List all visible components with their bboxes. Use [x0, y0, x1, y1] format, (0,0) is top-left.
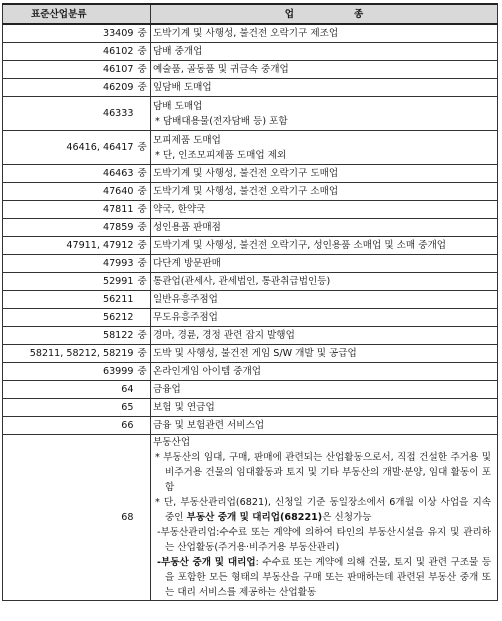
industry-description — [151, 291, 498, 309]
medium-class-mark: 중 — [137, 219, 151, 237]
industry-column-header — [151, 4, 498, 24]
industry-description — [151, 24, 498, 43]
industry-table — [2, 3, 498, 601]
medium-class-mark: 중 — [137, 43, 151, 61]
medium-class-mark: 중 — [137, 165, 151, 183]
industry-header-a: 업 — [284, 8, 295, 20]
industry-code: 46107 — [3, 61, 137, 79]
code-column-header: 표준산업분류 — [3, 4, 151, 24]
table-row — [3, 183, 498, 201]
industry-code: 47811 — [3, 201, 137, 219]
note-bold-text: 부동산 중개 및 대리업(68221) — [186, 512, 323, 523]
table-row — [3, 165, 498, 183]
industry-name: 도박기계 및 사행성, 불건전 오락기구 도매업 — [153, 168, 339, 179]
industry-code: 46416, 46417 — [3, 131, 137, 165]
industry-description — [151, 61, 498, 79]
industry-note — [153, 555, 497, 600]
industry-code: 64 — [3, 381, 137, 399]
industry-description — [151, 131, 498, 165]
table-row — [3, 131, 498, 165]
industry-code: 66 — [3, 417, 137, 435]
medium-class-mark: 중 — [137, 183, 151, 201]
industry-description — [151, 43, 498, 61]
table-row — [3, 24, 498, 43]
table-row — [3, 201, 498, 219]
table-row — [3, 79, 498, 97]
table-row — [3, 399, 498, 417]
table-body — [3, 24, 498, 601]
industry-description — [151, 399, 498, 417]
industry-name: 성인용품 판매점 — [153, 222, 221, 233]
industry-note: * 담배대용물(전자담배 등) 포함 — [155, 115, 288, 127]
medium-class-mark — [137, 381, 151, 399]
industry-note — [153, 495, 497, 525]
industry-description — [151, 183, 498, 201]
industry-code: 56212 — [3, 309, 137, 327]
industry-name: 잎담배 도매업 — [153, 82, 212, 93]
medium-class-mark — [137, 291, 151, 309]
industry-name: 일반유흥주점업 — [153, 294, 218, 305]
industry-code: 46333 — [3, 97, 137, 131]
medium-class-mark: 중 — [137, 255, 151, 273]
medium-class-mark — [137, 309, 151, 327]
medium-class-mark: 중 — [137, 131, 151, 165]
industry-header-b: 종 — [354, 8, 364, 20]
industry-name: 모피제품 도매업 — [153, 134, 221, 146]
note-text: * 단, 부동산관리업(6821), 신청일 기준 동일장소에서 6개월 이상 사업을 지속 중인 — [155, 497, 492, 523]
industry-code: 47911, 47912 — [3, 237, 137, 255]
industry-description — [151, 435, 498, 601]
industry-code: 52991 — [3, 273, 137, 291]
industry-note: * 단, 인조모피제품 도매업 제외 — [155, 149, 287, 161]
medium-class-mark: 중 — [137, 273, 151, 291]
medium-class-mark: 중 — [137, 327, 151, 345]
medium-class-mark: 중 — [137, 201, 151, 219]
medium-class-mark — [137, 97, 151, 131]
industry-code: 68 — [3, 435, 137, 601]
industry-code: 46209 — [3, 79, 137, 97]
industry-name: 다단계 방문판매 — [153, 258, 221, 269]
table-row — [3, 255, 498, 273]
industry-note: * 부동산의 임대, 구매, 판매에 관련되는 산업활동으로서, 직접 건설한 주거용 및 비주거용 건물의 임대활동과 토지 및 기타 부동산의 개발·분양, 임대 활동이 포함 — [155, 452, 492, 493]
note-text: : 수수료 또는 계약에 의해 건물, 토지 및 관련 구조물 등을 포함한 모든 형태의 부동산을 구매 또는 판매하는데 관련된 부동산 중개 또는 대리 서비스를 제공하는 산업활동 — [165, 557, 492, 598]
medium-class-mark — [137, 399, 151, 417]
industry-description — [151, 381, 498, 399]
table-header-row — [3, 4, 498, 24]
industry-name: 통관업(관세사, 관세법인, 통관취급법인등) — [153, 276, 331, 287]
industry-code: 56211 — [3, 291, 137, 309]
industry-code: 47993 — [3, 255, 137, 273]
industry-description — [151, 165, 498, 183]
table-row — [3, 273, 498, 291]
table-row — [3, 291, 498, 309]
industry-description — [151, 327, 498, 345]
industry-name: 예술품, 골동품 및 귀금속 중개업 — [153, 64, 289, 75]
medium-class-mark — [137, 417, 151, 435]
industry-description — [151, 201, 498, 219]
industry-name: 담배 중개업 — [153, 46, 203, 57]
industry-name: 약국, 한약국 — [153, 204, 206, 215]
industry-name: 보험 및 연금업 — [153, 402, 215, 413]
table-row — [3, 345, 498, 363]
industry-code: 46102 — [3, 43, 137, 61]
industry-code: 46463 — [3, 165, 137, 183]
table-row — [3, 43, 498, 61]
table-row — [3, 417, 498, 435]
note-text: 은 신청가능 — [322, 512, 372, 523]
industry-name: 도박 및 사행성, 불건전 게임 S/W 개발 및 공급업 — [153, 348, 357, 359]
medium-class-mark: 중 — [137, 79, 151, 97]
medium-class-mark: 중 — [137, 345, 151, 363]
medium-class-mark: 중 — [137, 363, 151, 381]
industry-name: 경마, 경륜, 경정 관련 잡지 발행업 — [153, 330, 295, 341]
industry-code: 58211, 58212, 58219 — [3, 345, 137, 363]
medium-class-mark: 중 — [137, 61, 151, 79]
industry-description — [151, 79, 498, 97]
industry-name: 도박기계 및 사행성, 불건전 오락기구 소매업 — [153, 186, 339, 197]
industry-name: 금융 및 보험관련 서비스업 — [153, 420, 265, 431]
industry-code: 47859 — [3, 219, 137, 237]
table-row — [3, 381, 498, 399]
medium-class-mark: 중 — [137, 237, 151, 255]
industry-name: 도박기계 및 사행성, 불건전 오락기구, 성인용품 소매업 및 소매 중개업 — [153, 240, 447, 251]
table-row — [3, 219, 498, 237]
industry-description — [151, 309, 498, 327]
industry-code: 65 — [3, 399, 137, 417]
industry-code: 33409 — [3, 24, 137, 43]
industry-name: 금융업 — [153, 384, 181, 395]
industry-code: 47640 — [3, 183, 137, 201]
industry-code: 63999 — [3, 363, 137, 381]
medium-class-mark — [137, 435, 151, 601]
industry-code: 58122 — [3, 327, 137, 345]
industry-name: 도박기계 및 사행성, 불건전 오락기구 제조업 — [153, 28, 339, 39]
table-row — [3, 327, 498, 345]
industry-description — [151, 219, 498, 237]
table-row-real-estate — [3, 435, 498, 601]
table-row — [3, 309, 498, 327]
table-row — [3, 61, 498, 79]
industry-description — [151, 273, 498, 291]
medium-class-mark: 중 — [137, 24, 151, 43]
industry-note: -부동산관리업:수수료 또는 계약에 의하여 타인의 부동산시설을 유지 및 관리하는 산업활동(주거용·비주거용 부동산관리) — [157, 527, 492, 553]
table-row — [3, 97, 498, 131]
industry-name: 온라인게임 아이템 중개업 — [153, 366, 262, 377]
industry-description — [151, 363, 498, 381]
industry-name: 무도유흥주점업 — [153, 312, 218, 323]
industry-name: 담배 도매업 — [153, 100, 203, 112]
table-row — [3, 237, 498, 255]
industry-description — [151, 237, 498, 255]
industry-description — [151, 417, 498, 435]
industry-description — [151, 97, 498, 131]
table-row — [3, 363, 498, 381]
note-bold-text: -부동산 중개 및 대리업 — [157, 557, 256, 568]
industry-description — [151, 345, 498, 363]
industry-description — [151, 255, 498, 273]
industry-name: 부동산업 — [153, 437, 191, 448]
